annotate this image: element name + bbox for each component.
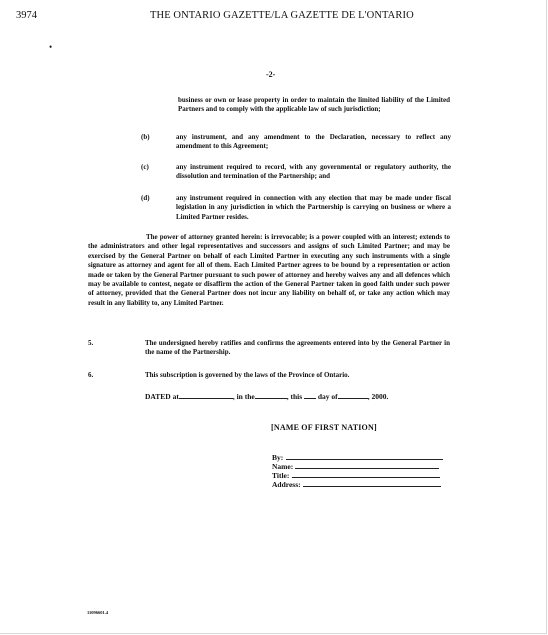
list-item-text: any instrument required in connection with any election that may be made under fiscal legislation in any jurisdiction in which the Partnership is carrying on business or where a Limited Partner resides. [176,194,451,221]
first-nation-name: [NAME OF FIRST NATION] [271,423,377,432]
gazette-page-number: 3974 [16,10,37,21]
dated-day-blank[interactable] [304,391,316,399]
page-marker: -2- [266,70,276,79]
list-item-d [141,194,451,222]
dated-region-blank[interactable] [255,391,287,399]
gazette-title: THE ONTARIO GAZETTE/LA GAZETTE DE L'ONTARIO [150,10,414,21]
list-item-text: any instrument required to record, with any governmental or regulatory authority, the dissolution and termination of the Partnership; and [176,163,451,181]
signature-title-label: Title: [272,471,290,480]
dated-day-of: day of [317,392,338,401]
signature-by-row [272,453,443,462]
signature-address-label: Address: [272,480,301,489]
signature-name-line[interactable] [295,468,439,469]
dated-month-blank[interactable] [338,391,368,399]
list-item-b [141,133,451,152]
paragraph-text: This subscription is governed by the laws of the Province of Ontario. [145,371,350,379]
paragraph-number: 5. [88,339,94,347]
continued-paragraph: business or own or lease property in order to maintain the limited liability of the Limited Partners and to comply with the applicable law of such jurisdiction; [178,96,450,114]
paragraph-5 [88,339,450,358]
paragraph-number: 6. [88,371,94,379]
signature-address-row [272,480,441,489]
signature-name-row [272,462,439,471]
dated-prefix: DATED at [145,392,179,401]
signature-name-label: Name: [272,462,294,471]
list-item-text: any instrument, and any amendment to the Declaration, necessary to reflect any amendment to this Agreement; [176,133,451,151]
paragraph-6 [88,371,450,380]
dated-line [145,391,388,401]
stray-dot-mark: • [49,42,53,52]
dated-place-blank[interactable] [179,391,233,399]
dated-year: , 2000. [367,392,389,401]
dated-this: , this [286,392,303,401]
list-item-label: (d) [141,194,150,202]
paragraph-text: The undersigned hereby ratifies and confirms the agreements entered into by the General Partner in the name of the Partnership. [145,339,450,357]
signature-by-label: By: [272,453,284,462]
list-item-label: (c) [141,163,149,171]
list-item-c [141,163,451,182]
footer-document-code: 11096601.4 [87,610,109,615]
signature-title-row [272,471,440,480]
list-item-label: (b) [141,133,150,141]
signature-by-line[interactable] [286,459,443,460]
power-of-attorney-paragraph: The power of attorney granted herein: is irrevocable; is a power coupled with an interest; extends to the administrators and other legal representatives and successors and assigns of such Limited Partner; and may be exercised by the General Partner on behalf of each Limited Partner in executing any such instruments with a single signature as attorney and agent for all of them. Each Limited Partner agrees to be bound by a representation or action made or taken by the General Partner pursuant to such power of attorney and hereby waives any and all defences which may be available to contest, negate or disaffirm the action of the General Partner taken in good faith under such power of attorney, provided that the General Partner does not incur any liability on behalf of, or take any action which may result in any liability to, any Limited Partner. [88,233,450,307]
signature-title-line[interactable] [292,477,440,478]
dated-in-the: , in the [232,392,255,401]
signature-address-line[interactable] [303,486,441,487]
